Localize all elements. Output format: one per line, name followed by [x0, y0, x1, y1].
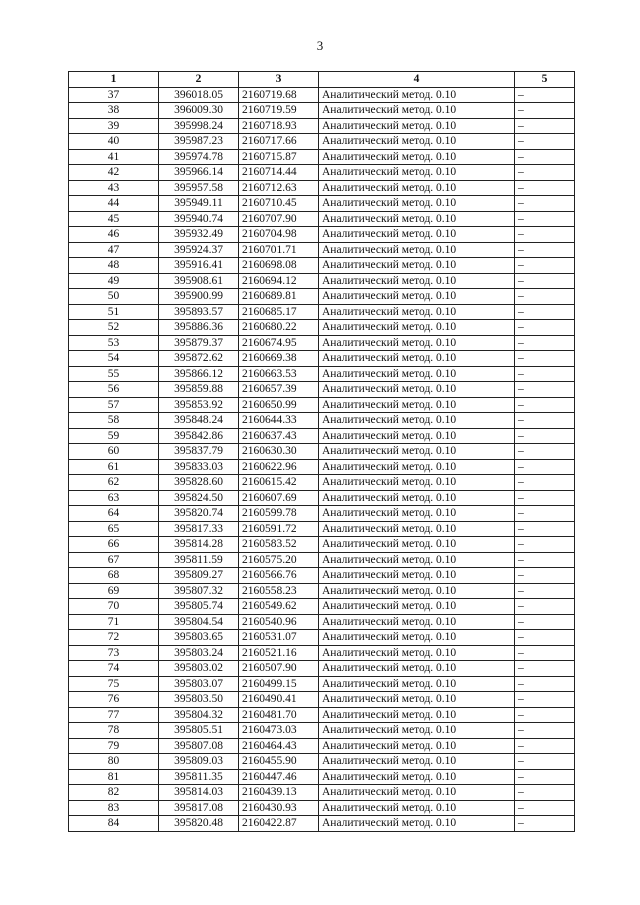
table-row — [69, 413, 575, 429]
point-number-cell: 40 — [69, 134, 159, 150]
point-number-cell: 67 — [69, 552, 159, 568]
table-row — [69, 444, 575, 460]
description-cell: – — [515, 521, 575, 537]
y-coordinate-cell: 2160549.62 — [239, 599, 319, 615]
point-number-cell: 63 — [69, 490, 159, 506]
table-row — [69, 583, 575, 599]
y-coordinate-cell: 2160464.43 — [239, 738, 319, 754]
x-coordinate-cell: 395805.74 — [159, 599, 239, 615]
point-number-cell: 60 — [69, 444, 159, 460]
page-number: 3 — [316, 38, 324, 53]
x-coordinate-cell: 395803.65 — [159, 630, 239, 646]
table-row — [69, 738, 575, 754]
x-coordinate-cell: 395949.11 — [159, 196, 239, 212]
table-row — [69, 723, 575, 739]
table-header-row — [69, 72, 575, 88]
y-coordinate-cell: 2160719.68 — [239, 87, 319, 103]
table-row — [69, 180, 575, 196]
description-cell: – — [515, 180, 575, 196]
point-number-cell: 49 — [69, 273, 159, 289]
table-row — [69, 537, 575, 553]
x-coordinate-cell: 395924.37 — [159, 242, 239, 258]
table-row — [69, 242, 575, 258]
description-cell: – — [515, 738, 575, 754]
y-coordinate-cell: 2160701.71 — [239, 242, 319, 258]
description-cell: – — [515, 599, 575, 615]
point-number-cell: 71 — [69, 614, 159, 630]
method-accuracy-cell: Аналитический метод. 0.10 — [319, 599, 515, 615]
method-accuracy-cell: Аналитический метод. 0.10 — [319, 211, 515, 227]
y-coordinate-cell: 2160566.76 — [239, 568, 319, 584]
description-cell: – — [515, 211, 575, 227]
table-row — [69, 382, 575, 398]
description-cell: – — [515, 800, 575, 816]
description-cell: – — [515, 103, 575, 119]
point-number-cell: 46 — [69, 227, 159, 243]
method-accuracy-cell: Аналитический метод. 0.10 — [319, 428, 515, 444]
point-number-cell: 80 — [69, 754, 159, 770]
method-accuracy-cell: Аналитический метод. 0.10 — [319, 397, 515, 413]
point-number-cell: 73 — [69, 645, 159, 661]
table-row — [69, 800, 575, 816]
description-cell: – — [515, 707, 575, 723]
x-coordinate-cell: 395966.14 — [159, 165, 239, 181]
table-row — [69, 366, 575, 382]
method-accuracy-cell: Аналитический метод. 0.10 — [319, 351, 515, 367]
y-coordinate-cell: 2160455.90 — [239, 754, 319, 770]
description-cell: – — [515, 320, 575, 336]
point-number-cell: 79 — [69, 738, 159, 754]
table-row — [69, 335, 575, 351]
point-number-cell: 82 — [69, 785, 159, 801]
x-coordinate-cell: 395807.32 — [159, 583, 239, 599]
method-accuracy-cell: Аналитический метод. 0.10 — [319, 583, 515, 599]
description-cell: – — [515, 552, 575, 568]
point-number-cell: 55 — [69, 366, 159, 382]
x-coordinate-cell: 395811.35 — [159, 769, 239, 785]
table-row — [69, 211, 575, 227]
point-number-cell: 43 — [69, 180, 159, 196]
method-accuracy-cell: Аналитический метод. 0.10 — [319, 800, 515, 816]
description-cell: – — [515, 227, 575, 243]
x-coordinate-cell: 395940.74 — [159, 211, 239, 227]
point-number-cell: 44 — [69, 196, 159, 212]
x-coordinate-cell: 395842.86 — [159, 428, 239, 444]
x-coordinate-cell: 395886.36 — [159, 320, 239, 336]
method-accuracy-cell: Аналитический метод. 0.10 — [319, 165, 515, 181]
method-accuracy-cell: Аналитический метод. 0.10 — [319, 816, 515, 832]
y-coordinate-cell: 2160490.41 — [239, 692, 319, 708]
x-coordinate-cell: 395807.08 — [159, 738, 239, 754]
method-accuracy-cell: Аналитический метод. 0.10 — [319, 785, 515, 801]
description-cell: – — [515, 444, 575, 460]
point-number-cell: 75 — [69, 676, 159, 692]
table-row — [69, 165, 575, 181]
x-coordinate-cell: 395817.33 — [159, 521, 239, 537]
x-coordinate-cell: 395853.92 — [159, 397, 239, 413]
table-row — [69, 552, 575, 568]
x-coordinate-cell: 395879.37 — [159, 335, 239, 351]
table-row — [69, 568, 575, 584]
x-coordinate-cell: 395908.61 — [159, 273, 239, 289]
x-coordinate-cell: 395803.02 — [159, 661, 239, 677]
method-accuracy-cell: Аналитический метод. 0.10 — [319, 227, 515, 243]
description-cell: – — [515, 645, 575, 661]
y-coordinate-cell: 2160531.07 — [239, 630, 319, 646]
description-cell: – — [515, 258, 575, 274]
header-col-3: 3 — [239, 72, 319, 88]
description-cell: – — [515, 134, 575, 150]
x-coordinate-cell: 395900.99 — [159, 289, 239, 305]
point-number-cell: 54 — [69, 351, 159, 367]
method-accuracy-cell: Аналитический метод. 0.10 — [319, 366, 515, 382]
y-coordinate-cell: 2160622.96 — [239, 459, 319, 475]
method-accuracy-cell: Аналитический метод. 0.10 — [319, 506, 515, 522]
point-number-cell: 53 — [69, 335, 159, 351]
x-coordinate-cell: 395998.24 — [159, 118, 239, 134]
description-cell: – — [515, 165, 575, 181]
point-number-cell: 83 — [69, 800, 159, 816]
table-body — [69, 87, 575, 831]
description-cell: – — [515, 630, 575, 646]
x-coordinate-cell: 396018.05 — [159, 87, 239, 103]
point-number-cell: 48 — [69, 258, 159, 274]
point-number-cell: 76 — [69, 692, 159, 708]
x-coordinate-cell: 395803.24 — [159, 645, 239, 661]
y-coordinate-cell: 2160719.59 — [239, 103, 319, 119]
point-number-cell: 62 — [69, 475, 159, 491]
table-row — [69, 428, 575, 444]
x-coordinate-cell: 395817.08 — [159, 800, 239, 816]
x-coordinate-cell: 395987.23 — [159, 134, 239, 150]
x-coordinate-cell: 395803.07 — [159, 676, 239, 692]
description-cell: – — [515, 196, 575, 212]
description-cell: – — [515, 382, 575, 398]
description-cell: – — [515, 273, 575, 289]
table-row — [69, 521, 575, 537]
x-coordinate-cell: 395893.57 — [159, 304, 239, 320]
x-coordinate-cell: 395805.51 — [159, 723, 239, 739]
coordinates-table — [68, 71, 575, 832]
method-accuracy-cell: Аналитический метод. 0.10 — [319, 118, 515, 134]
table-row — [69, 397, 575, 413]
x-coordinate-cell: 395848.24 — [159, 413, 239, 429]
point-number-cell: 66 — [69, 537, 159, 553]
point-number-cell: 77 — [69, 707, 159, 723]
y-coordinate-cell: 2160717.66 — [239, 134, 319, 150]
method-accuracy-cell: Аналитический метод. 0.10 — [319, 459, 515, 475]
y-coordinate-cell: 2160674.95 — [239, 335, 319, 351]
y-coordinate-cell: 2160644.33 — [239, 413, 319, 429]
description-cell: – — [515, 335, 575, 351]
x-coordinate-cell: 395932.49 — [159, 227, 239, 243]
y-coordinate-cell: 2160704.98 — [239, 227, 319, 243]
point-number-cell: 38 — [69, 103, 159, 119]
y-coordinate-cell: 2160663.53 — [239, 366, 319, 382]
y-coordinate-cell: 2160707.90 — [239, 211, 319, 227]
method-accuracy-cell: Аналитический метод. 0.10 — [319, 475, 515, 491]
y-coordinate-cell: 2160680.22 — [239, 320, 319, 336]
x-coordinate-cell: 395828.60 — [159, 475, 239, 491]
x-coordinate-cell: 395974.78 — [159, 149, 239, 165]
description-cell: – — [515, 490, 575, 506]
method-accuracy-cell: Аналитический метод. 0.10 — [319, 444, 515, 460]
table-row — [69, 289, 575, 305]
point-number-cell: 58 — [69, 413, 159, 429]
point-number-cell: 57 — [69, 397, 159, 413]
x-coordinate-cell: 395872.62 — [159, 351, 239, 367]
table-row — [69, 459, 575, 475]
x-coordinate-cell: 395804.54 — [159, 614, 239, 630]
point-number-cell: 56 — [69, 382, 159, 398]
method-accuracy-cell: Аналитический метод. 0.10 — [319, 382, 515, 398]
method-accuracy-cell: Аналитический метод. 0.10 — [319, 692, 515, 708]
x-coordinate-cell: 396009.30 — [159, 103, 239, 119]
method-accuracy-cell: Аналитический метод. 0.10 — [319, 180, 515, 196]
method-accuracy-cell: Аналитический метод. 0.10 — [319, 413, 515, 429]
y-coordinate-cell: 2160712.63 — [239, 180, 319, 196]
x-coordinate-cell: 395820.48 — [159, 816, 239, 832]
header-col-2: 2 — [159, 72, 239, 88]
y-coordinate-cell: 2160521.16 — [239, 645, 319, 661]
table-row — [69, 614, 575, 630]
description-cell: – — [515, 661, 575, 677]
x-coordinate-cell: 395804.32 — [159, 707, 239, 723]
point-number-cell: 81 — [69, 769, 159, 785]
y-coordinate-cell: 2160630.30 — [239, 444, 319, 460]
y-coordinate-cell: 2160669.38 — [239, 351, 319, 367]
description-cell: – — [515, 304, 575, 320]
y-coordinate-cell: 2160430.93 — [239, 800, 319, 816]
x-coordinate-cell: 395809.27 — [159, 568, 239, 584]
method-accuracy-cell: Аналитический метод. 0.10 — [319, 568, 515, 584]
method-accuracy-cell: Аналитический метод. 0.10 — [319, 552, 515, 568]
method-accuracy-cell: Аналитический метод. 0.10 — [319, 754, 515, 770]
table-row — [69, 754, 575, 770]
table-row — [69, 769, 575, 785]
y-coordinate-cell: 2160558.23 — [239, 583, 319, 599]
description-cell: – — [515, 506, 575, 522]
description-cell: – — [515, 692, 575, 708]
method-accuracy-cell: Аналитический метод. 0.10 — [319, 614, 515, 630]
method-accuracy-cell: Аналитический метод. 0.10 — [319, 304, 515, 320]
point-number-cell: 65 — [69, 521, 159, 537]
point-number-cell: 51 — [69, 304, 159, 320]
description-cell: – — [515, 459, 575, 475]
description-cell: – — [515, 723, 575, 739]
y-coordinate-cell: 2160689.81 — [239, 289, 319, 305]
point-number-cell: 41 — [69, 149, 159, 165]
point-number-cell: 61 — [69, 459, 159, 475]
y-coordinate-cell: 2160599.78 — [239, 506, 319, 522]
method-accuracy-cell: Аналитический метод. 0.10 — [319, 738, 515, 754]
table-row — [69, 134, 575, 150]
description-cell: – — [515, 397, 575, 413]
y-coordinate-cell: 2160507.90 — [239, 661, 319, 677]
x-coordinate-cell: 395814.03 — [159, 785, 239, 801]
point-number-cell: 59 — [69, 428, 159, 444]
method-accuracy-cell: Аналитический метод. 0.10 — [319, 289, 515, 305]
table-row — [69, 258, 575, 274]
method-accuracy-cell: Аналитический метод. 0.10 — [319, 723, 515, 739]
point-number-cell: 72 — [69, 630, 159, 646]
table-row — [69, 227, 575, 243]
x-coordinate-cell: 395820.74 — [159, 506, 239, 522]
x-coordinate-cell: 395866.12 — [159, 366, 239, 382]
x-coordinate-cell: 395837.79 — [159, 444, 239, 460]
method-accuracy-cell: Аналитический метод. 0.10 — [319, 273, 515, 289]
description-cell: – — [515, 816, 575, 832]
table-row — [69, 149, 575, 165]
y-coordinate-cell: 2160685.17 — [239, 304, 319, 320]
header-col-1: 1 — [69, 72, 159, 88]
method-accuracy-cell: Аналитический метод. 0.10 — [319, 676, 515, 692]
point-number-cell: 70 — [69, 599, 159, 615]
method-accuracy-cell: Аналитический метод. 0.10 — [319, 242, 515, 258]
table-row — [69, 645, 575, 661]
table-row — [69, 707, 575, 723]
description-cell: – — [515, 413, 575, 429]
method-accuracy-cell: Аналитический метод. 0.10 — [319, 87, 515, 103]
x-coordinate-cell: 395809.03 — [159, 754, 239, 770]
description-cell: – — [515, 676, 575, 692]
description-cell: – — [515, 537, 575, 553]
description-cell: – — [515, 87, 575, 103]
point-number-cell: 47 — [69, 242, 159, 258]
x-coordinate-cell: 395811.59 — [159, 552, 239, 568]
y-coordinate-cell: 2160583.52 — [239, 537, 319, 553]
table-row — [69, 506, 575, 522]
point-number-cell: 64 — [69, 506, 159, 522]
x-coordinate-cell: 395814.28 — [159, 537, 239, 553]
y-coordinate-cell: 2160710.45 — [239, 196, 319, 212]
method-accuracy-cell: Аналитический метод. 0.10 — [319, 320, 515, 336]
x-coordinate-cell: 395957.58 — [159, 180, 239, 196]
method-accuracy-cell: Аналитический метод. 0.10 — [319, 490, 515, 506]
y-coordinate-cell: 2160591.72 — [239, 521, 319, 537]
method-accuracy-cell: Аналитический метод. 0.10 — [319, 335, 515, 351]
x-coordinate-cell: 395824.50 — [159, 490, 239, 506]
method-accuracy-cell: Аналитический метод. 0.10 — [319, 769, 515, 785]
y-coordinate-cell: 2160481.70 — [239, 707, 319, 723]
x-coordinate-cell: 395803.50 — [159, 692, 239, 708]
x-coordinate-cell: 395833.03 — [159, 459, 239, 475]
x-coordinate-cell: 395859.88 — [159, 382, 239, 398]
description-cell: – — [515, 583, 575, 599]
table-row — [69, 87, 575, 103]
description-cell: – — [515, 118, 575, 134]
y-coordinate-cell: 2160473.03 — [239, 723, 319, 739]
point-number-cell: 39 — [69, 118, 159, 134]
point-number-cell: 37 — [69, 87, 159, 103]
y-coordinate-cell: 2160650.99 — [239, 397, 319, 413]
y-coordinate-cell: 2160447.46 — [239, 769, 319, 785]
table-row — [69, 475, 575, 491]
y-coordinate-cell: 2160439.13 — [239, 785, 319, 801]
description-cell: – — [515, 289, 575, 305]
table-row — [69, 320, 575, 336]
method-accuracy-cell: Аналитический метод. 0.10 — [319, 537, 515, 553]
table-row — [69, 118, 575, 134]
y-coordinate-cell: 2160499.15 — [239, 676, 319, 692]
description-cell: – — [515, 475, 575, 491]
y-coordinate-cell: 2160575.20 — [239, 552, 319, 568]
point-number-cell: 42 — [69, 165, 159, 181]
y-coordinate-cell: 2160637.43 — [239, 428, 319, 444]
y-coordinate-cell: 2160698.08 — [239, 258, 319, 274]
y-coordinate-cell: 2160694.12 — [239, 273, 319, 289]
table-row — [69, 599, 575, 615]
point-number-cell: 50 — [69, 289, 159, 305]
table-row — [69, 304, 575, 320]
point-number-cell: 78 — [69, 723, 159, 739]
method-accuracy-cell: Аналитический метод. 0.10 — [319, 258, 515, 274]
table-row — [69, 692, 575, 708]
table-row — [69, 273, 575, 289]
header-col-4: 4 — [319, 72, 515, 88]
method-accuracy-cell: Аналитический метод. 0.10 — [319, 645, 515, 661]
header-col-5: 5 — [515, 72, 575, 88]
table-row — [69, 676, 575, 692]
table-row — [69, 351, 575, 367]
description-cell: – — [515, 754, 575, 770]
y-coordinate-cell: 2160540.96 — [239, 614, 319, 630]
point-number-cell: 84 — [69, 816, 159, 832]
point-number-cell: 52 — [69, 320, 159, 336]
method-accuracy-cell: Аналитический метод. 0.10 — [319, 521, 515, 537]
y-coordinate-cell: 2160715.87 — [239, 149, 319, 165]
table-row — [69, 816, 575, 832]
description-cell: – — [515, 428, 575, 444]
description-cell: – — [515, 149, 575, 165]
method-accuracy-cell: Аналитический метод. 0.10 — [319, 149, 515, 165]
y-coordinate-cell: 2160615.42 — [239, 475, 319, 491]
table-row — [69, 196, 575, 212]
description-cell: – — [515, 614, 575, 630]
description-cell: – — [515, 769, 575, 785]
point-number-cell: 69 — [69, 583, 159, 599]
method-accuracy-cell: Аналитический метод. 0.10 — [319, 707, 515, 723]
method-accuracy-cell: Аналитический метод. 0.10 — [319, 134, 515, 150]
table-row — [69, 103, 575, 119]
method-accuracy-cell: Аналитический метод. 0.10 — [319, 630, 515, 646]
point-number-cell: 74 — [69, 661, 159, 677]
y-coordinate-cell: 2160657.39 — [239, 382, 319, 398]
y-coordinate-cell: 2160422.87 — [239, 816, 319, 832]
point-number-cell: 45 — [69, 211, 159, 227]
table-row — [69, 661, 575, 677]
table-row — [69, 490, 575, 506]
description-cell: – — [515, 366, 575, 382]
y-coordinate-cell: 2160607.69 — [239, 490, 319, 506]
description-cell: – — [515, 568, 575, 584]
method-accuracy-cell: Аналитический метод. 0.10 — [319, 661, 515, 677]
y-coordinate-cell: 2160714.44 — [239, 165, 319, 181]
description-cell: – — [515, 785, 575, 801]
x-coordinate-cell: 395916.41 — [159, 258, 239, 274]
description-cell: – — [515, 351, 575, 367]
description-cell: – — [515, 242, 575, 258]
y-coordinate-cell: 2160718.93 — [239, 118, 319, 134]
method-accuracy-cell: Аналитический метод. 0.10 — [319, 103, 515, 119]
method-accuracy-cell: Аналитический метод. 0.10 — [319, 196, 515, 212]
table-row — [69, 630, 575, 646]
table-row — [69, 785, 575, 801]
point-number-cell: 68 — [69, 568, 159, 584]
